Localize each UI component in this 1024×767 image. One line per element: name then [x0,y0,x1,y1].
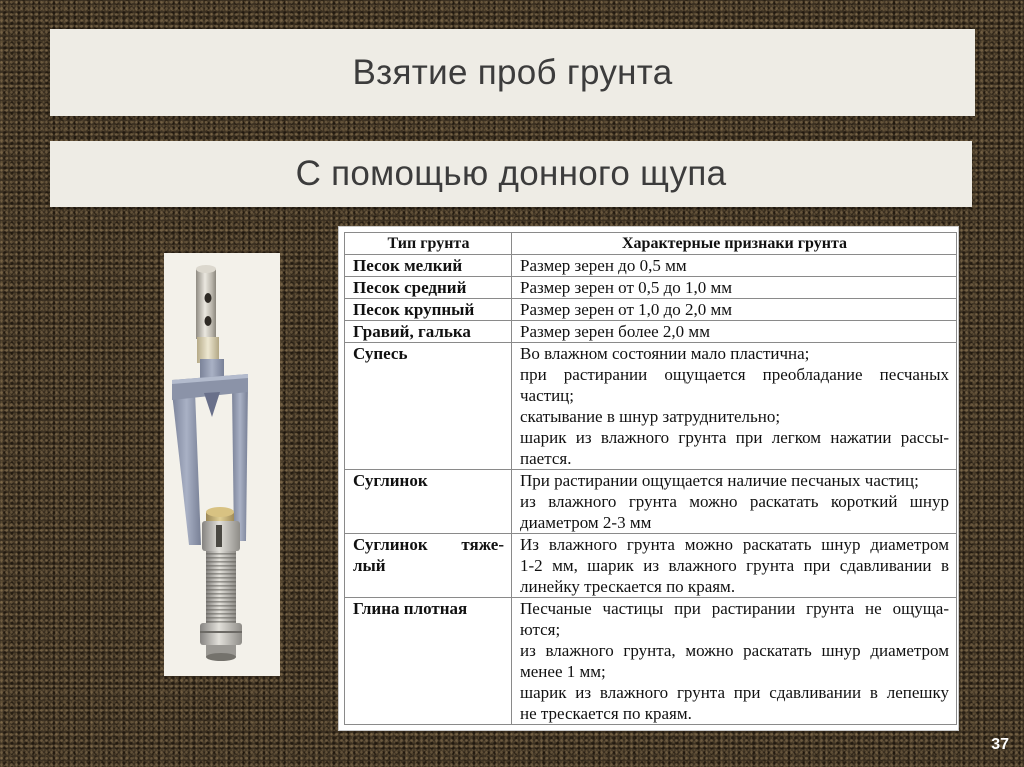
bottom-collar [200,623,242,645]
feature-line: Из влажного грунта можно раскатать шнур диаметром [520,535,949,554]
soil-features-cell [512,598,957,725]
feature-line: скатывание в шнур затруднительно; [520,407,781,426]
table-row [345,470,957,534]
feature-paragraph [520,255,949,276]
soil-type-label: Супесь [353,344,408,363]
feature-paragraph [520,364,949,406]
soil-type-cell [345,321,512,343]
soil-type-cell [345,255,512,277]
soil-type-cell [345,277,512,299]
feature-line: линейку трескается по краям. [520,577,736,596]
brass-cap-top [206,507,234,517]
soil-features-cell [512,255,957,277]
feature-paragraph [520,406,949,427]
header-row [345,233,957,255]
table-header [345,233,957,255]
feature-line: пается. [520,449,572,468]
soil-type-label: Суглинок [353,471,428,490]
probe-illustration [164,253,280,676]
subtitle-box [50,141,972,207]
soil-type-cell [345,470,512,534]
title-box [50,29,975,116]
soil-table-body [345,255,957,725]
soil-features-cell [512,277,957,299]
feature-line: из влажного грунта можно раскатать короткий шнур [520,492,949,511]
soil-type-label: Глина плотная [353,599,468,618]
slide-title: Взятие проб грунта [352,52,673,92]
fork-left-arm [172,391,201,545]
feature-line: при растирании ощущается преобладание песчаных [520,365,949,384]
soil-features-cell [512,534,957,598]
probe-foot-base [206,653,236,661]
soil-features-cell [512,321,957,343]
feature-line: Песчаные частицы при растирании грунта не ощуща- [520,599,949,618]
feature-paragraph [520,299,949,320]
feature-line: шарик из влажного грунта при легком нажатии рассы- [520,428,949,447]
feature-paragraph [520,277,949,298]
soil-type-cell [345,534,512,598]
soil-features-cell [512,470,957,534]
soil-features-cell [512,299,957,321]
table-row [345,343,957,470]
soil-type-label: Песок крупный [353,300,475,319]
probe-rod [196,265,219,363]
feature-line: 1-2 мм, шарик из влажного грунта при сдавливании в [520,556,949,575]
feature-paragraph [520,598,949,640]
feature-paragraph [520,682,949,724]
feature-line: не трескается по краям. [520,704,692,723]
feature-line: шарик из влажного грунта при сдавливании в лепешку [520,683,949,702]
table-row [345,277,957,299]
table-row [345,299,957,321]
feature-paragraph [520,470,949,491]
rod-shaft [196,269,216,339]
soil-type-label: Песок мелкий [353,256,463,275]
feature-line: Размер зерен от 0,5 до 1,0 мм [520,278,733,297]
collar-groove [200,631,242,633]
header-soil-type: Тип грунта [345,233,512,255]
slide-subtitle: С помощью донного щупа [295,154,727,193]
feature-paragraph [520,640,949,682]
feature-paragraph [520,427,949,469]
feature-line: Размер зерен более 2,0 мм [520,322,710,341]
feature-line: Во влажном состоянии мало пластична; [520,344,810,363]
table-row [345,255,957,277]
feature-paragraph [520,491,949,533]
rod-top [196,265,216,273]
probe-sampler-cylinder [200,507,242,661]
rod-hole [205,316,212,326]
feature-line: частиц; [520,386,574,405]
feature-line: диаметром 2-3 мм [520,513,652,532]
probe-figure [164,253,280,676]
soil-type-label: лый [353,556,386,575]
soil-type-cell [345,299,512,321]
page-number: 37 [991,736,1009,753]
rod-hole [205,293,212,303]
feature-paragraph [520,343,949,364]
feature-line: менее 1 мм; [520,662,606,681]
feature-paragraph [520,534,949,597]
soil-type-cell [345,598,512,725]
feature-line: из влажного грунта, можно раскатать шнур диаметром [520,641,949,660]
soil-type-cell [345,343,512,470]
cylinder-threads [206,551,236,627]
feature-line: ются; [520,620,561,639]
soil-type-label: Песок средний [353,278,467,297]
soil-features-cell [512,343,957,470]
feature-line: Размер зерен до 0,5 мм [520,256,687,275]
table-row [345,321,957,343]
table-row [345,534,957,598]
soil-types-table [344,232,957,725]
soil-type-label: Суглинок тяже- [353,535,504,554]
feature-line: При растирании ощущается наличие песчаных частиц; [520,471,919,490]
soil-table-frame [338,226,959,731]
table-row [345,598,957,725]
fork-right-arm [232,383,248,541]
feature-line: Размер зерен от 1,0 до 2,0 мм [520,300,733,319]
soil-type-label: Гравий, галька [353,322,471,341]
header-soil-features: Характерные признаки грунта [512,233,957,255]
feature-paragraph [520,321,949,342]
fork-spike [204,392,220,417]
clamp-slot [216,525,222,547]
